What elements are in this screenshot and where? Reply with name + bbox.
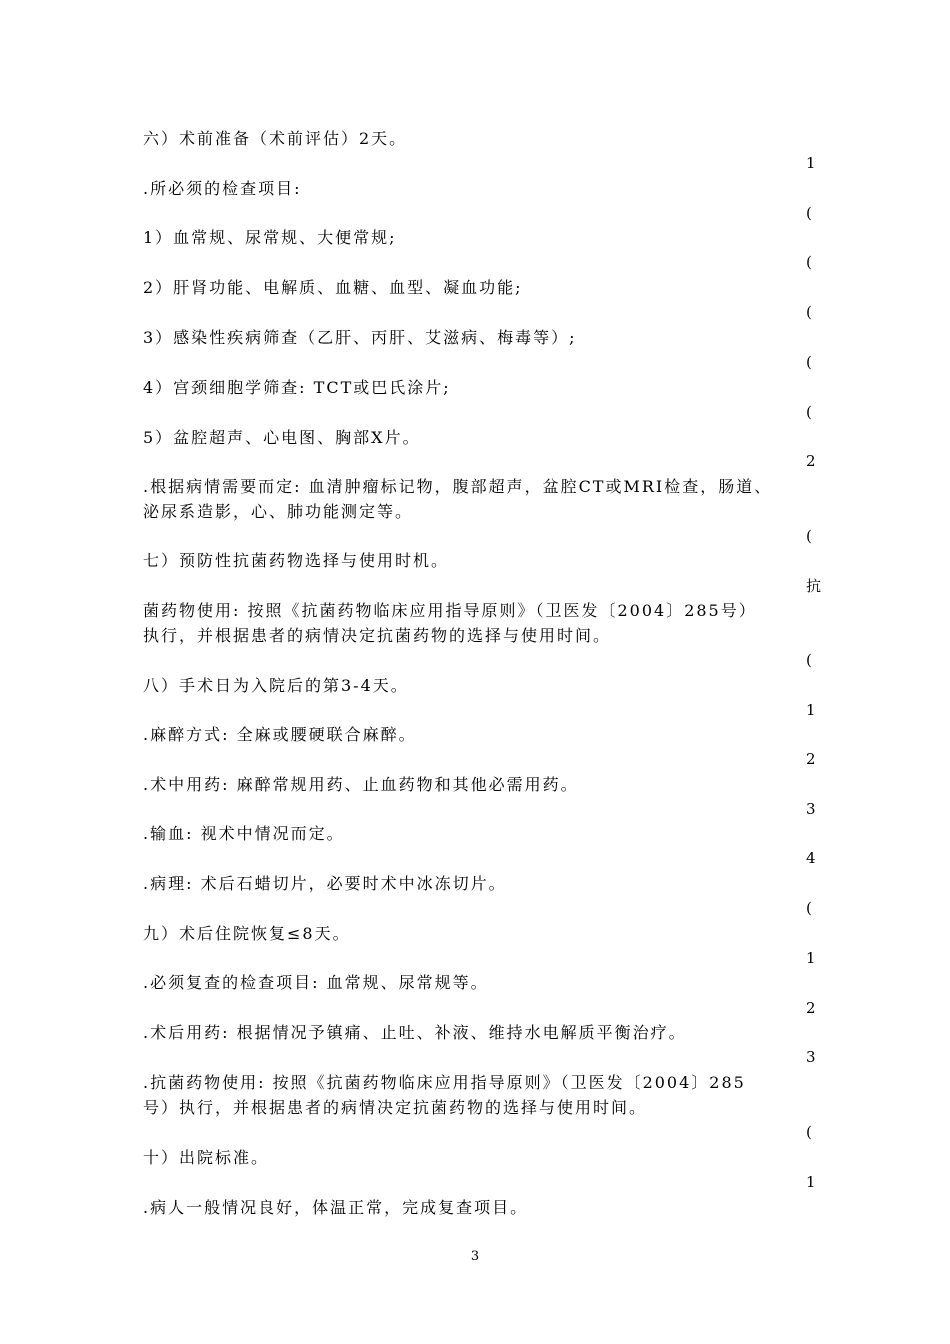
margin-marker: 1 <box>806 154 816 172</box>
margin-marker: ( <box>806 651 812 669</box>
text-line: .病理: 术后石蜡切片，必要时术中冰冻切片。 <box>143 874 507 893</box>
margin-marker: ( <box>806 204 812 222</box>
text-line: .病人一般情况良好，体温正常，完成复查项目。 <box>143 1198 529 1217</box>
text-line: .所必须的检查项目: <box>143 179 302 198</box>
text-line: 2）肝肾功能、电解质、血糖、血型、凝血功能; <box>143 278 523 297</box>
margin-marker: ( <box>806 303 812 321</box>
margin-marker: 2 <box>806 999 816 1017</box>
text-line: 泌尿系造影，心、肺功能测定等。 <box>143 502 414 521</box>
text-line: .根据病情需要而定: 血清肿瘤标记物，腹部超声，盆腔CT或MRI检查，肠道、 <box>143 477 773 496</box>
margin-marker: ( <box>806 353 812 371</box>
margin-marker: 3 <box>806 1048 816 1066</box>
section-heading-6: 六）术前准备（术前评估）2天。 <box>143 129 408 148</box>
section-heading-9: 九）术后住院恢复≤8天。 <box>143 924 351 943</box>
margin-marker: 1 <box>806 949 816 967</box>
section-heading-7: 七）预防性抗菌药物选择与使用时机。 <box>143 551 450 570</box>
margin-marker: ( <box>806 1123 812 1141</box>
text-line: .麻醉方式: 全麻或腰硬联合麻醉。 <box>143 725 417 744</box>
section-heading-10: 十）出院标准。 <box>143 1148 270 1167</box>
text-line: 菌药物使用: 按照《抗菌药物临床应用指导原则》（卫医发〔2004〕285号） <box>143 601 757 620</box>
section-heading-8: 八）手术日为入院后的第3-4天。 <box>143 676 409 695</box>
page-number: 3 <box>470 1249 480 1264</box>
text-line: 1）血常规、尿常规、大便常规; <box>143 228 397 247</box>
text-line: 执行，并根据患者的病情决定抗菌药物的选择与使用时间。 <box>143 626 612 645</box>
margin-marker: ( <box>806 527 812 545</box>
margin-marker: 3 <box>806 800 816 818</box>
text-line: .抗菌药物使用: 按照《抗菌药物临床应用指导原则》（卫医发〔2004〕285 <box>143 1073 746 1092</box>
text-line: 5）盆腔超声、心电图、胸部X片。 <box>143 428 421 447</box>
margin-marker: 4 <box>806 849 816 867</box>
text-line: 3）感染性疾病筛查（乙肝、丙肝、艾滋病、梅毒等）; <box>143 328 577 347</box>
margin-marker: ( <box>806 403 812 421</box>
margin-marker: 2 <box>806 452 816 470</box>
margin-marker: ( <box>806 253 812 271</box>
text-line: 号）执行，并根据患者的病情决定抗菌药物的选择与使用时间。 <box>143 1098 648 1117</box>
margin-marker: 1 <box>806 1173 816 1191</box>
margin-marker: 抗 <box>806 577 822 595</box>
margin-marker: 2 <box>806 750 816 768</box>
margin-marker: 1 <box>806 701 816 719</box>
text-line: .输血: 视术中情况而定。 <box>143 824 345 843</box>
text-line: .必须复查的检查项目: 血常规、尿常规等。 <box>143 973 489 992</box>
margin-marker: ( <box>806 899 812 917</box>
text-line: .术中用药: 麻醉常规用药、止血药物和其他必需用药。 <box>143 775 579 794</box>
text-line: .术后用药: 根据情况予镇痛、止吐、补液、维持水电解质平衡治疗。 <box>143 1023 687 1042</box>
text-line: 4）宫颈细胞学筛查: TCT或巴氏涂片; <box>143 378 451 397</box>
